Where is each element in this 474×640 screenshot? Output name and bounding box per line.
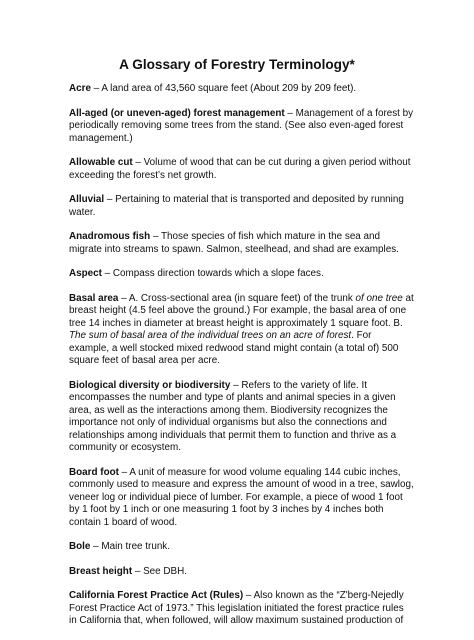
entry-term: Anadromous fish <box>69 231 151 242</box>
entry-definition-part: at breast height (4.5 feel above the ground.) For example, the basal area of one tree 14 inches in diameter at breast height is approximately 1 square foot. B. <box>69 292 414 329</box>
glossary-entry-breast-height <box>69 566 414 579</box>
glossary-entry-aspect <box>69 268 414 281</box>
entry-term: California Forest Practice Act (Rules) <box>69 590 244 601</box>
entry-definition: – A unit of measure for wood volume equaling 144 cubic inches, commonly used to measure and express the amount of wood in a tree, sawlog, veneer log or individual piece of lumber. For example, a piece of wood 1 foot by 1 foot by 1 inch or one measuring 1 foot by 3 inches by 4 inches both contain 1 board of wood. <box>69 466 414 528</box>
glossary-entries <box>69 83 414 640</box>
entry-term: Allowable cut <box>69 157 133 168</box>
entry-definition: – See DBH. <box>132 565 187 577</box>
entry-definition: – Refers to the variety of life. It encompasses the number and type of plants and animal species in a given area, as well as the interactions among them. Biodiversity recognizes the importance not only of individual organisms but also the connections and relationships among individuals that permit them to function and thrive as a community or ecosystem. <box>69 379 397 453</box>
entry-definition: – Those species of fish which mature in the sea and migrate into streams to spawn. Salmon, steelhead, and shad are examples. <box>69 231 399 255</box>
entry-term: Acre <box>69 83 91 94</box>
entry-definition: – Compass direction towards which a slope faces. <box>101 268 324 279</box>
glossary-entry-acre <box>69 83 414 96</box>
glossary-entry-board-foot <box>69 467 414 530</box>
entry-definition: – Volume of wood that can be cut during a given period without exceeding the forest’s net growth. <box>69 157 411 181</box>
entry-term: All-aged (or uneven-aged) forest management <box>69 107 285 119</box>
glossary-entry-bole <box>69 541 414 554</box>
entry-definition: – A land area of 43,560 square feet (About 209 by 209 feet). <box>90 83 357 94</box>
glossary-entry-anadromous-fish <box>69 231 414 256</box>
glossary-entry-alluvial <box>69 194 414 219</box>
entry-term: Board foot <box>69 466 119 478</box>
entry-definition-part: . For example, a well stocked mixed redwood stand might contain (a total of) 500 square feet of basal area per acre. <box>69 330 399 366</box>
entry-definition: – Management of a forest by periodically removing some trees from the stand. (See also even-aged forest management.) <box>69 107 414 144</box>
entry-term: Aspect <box>69 268 102 279</box>
glossary-entry-biodiversity <box>69 380 414 455</box>
entry-definition-italic: The sum of basal area of the individual trees on an acre of forest <box>69 330 352 341</box>
entry-definition: – Also known as the “Z'berg-Nejedly Forest Practice Act of 1973.” This legislation initiated the forest practice rules in California that, when followed, will allow maximum sustained production of <box>69 590 404 626</box>
glossary-entry-california-forest-practice-act <box>69 590 414 628</box>
entry-term: Breast height <box>69 565 133 577</box>
document-title: A Glossary of Forestry Terminology* <box>119 57 355 72</box>
glossary-entry-allowable-cut <box>69 157 414 182</box>
glossary-entry-basal-area <box>69 293 414 368</box>
entry-definition: – Pertaining to material that is transported and deposited by running water. <box>69 194 404 218</box>
entry-term: Biological diversity or biodiversity <box>69 379 231 391</box>
glossary-entry-all-aged-management <box>69 108 414 146</box>
entry-definition-part: – A. Cross-sectional area (in square feet) of the trunk <box>118 292 356 304</box>
entry-definition: – Main tree trunk. <box>90 541 170 552</box>
entry-term: Alluvial <box>69 194 105 205</box>
entry-term: Basal area <box>69 292 119 304</box>
entry-term: Bole <box>69 541 91 552</box>
entry-definition-italic: of one tree <box>355 292 403 304</box>
